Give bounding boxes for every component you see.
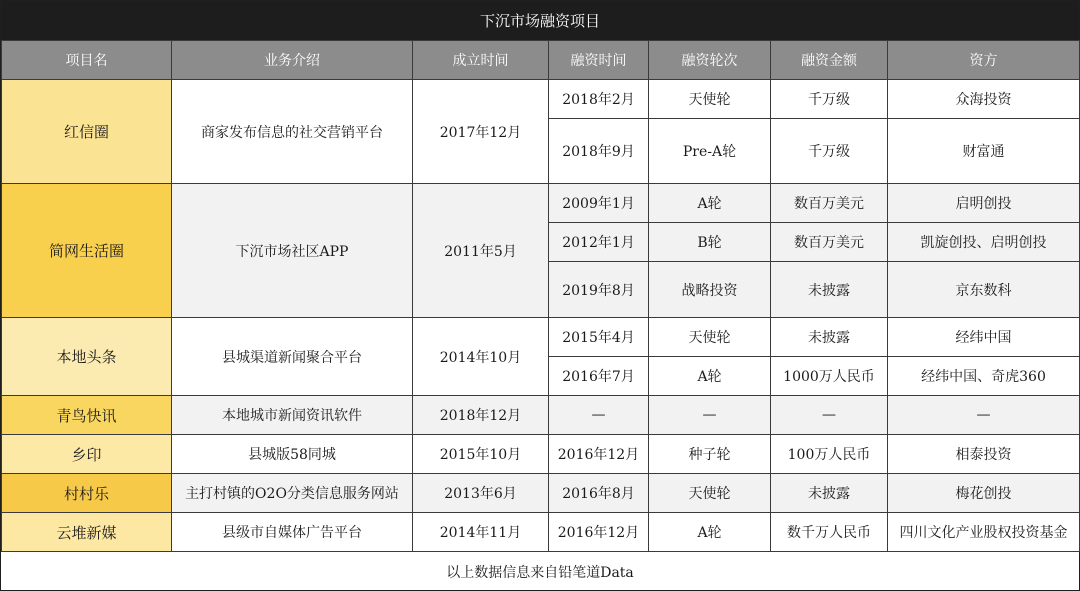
founded-date: 2013年6月 (413, 474, 549, 513)
funding-amount: — (771, 396, 888, 435)
funding-date: 2009年1月 (549, 184, 649, 223)
funding-date: 2015年4月 (549, 318, 649, 357)
table-title: 下沉市场融资项目 (1, 1, 1079, 40)
founded-date: 2015年10月 (413, 435, 549, 474)
business-intro: 本地城市新闻资讯软件 (172, 396, 413, 435)
funding-date: 2018年9月 (549, 119, 649, 184)
funding-amount: 数百万美元 (771, 184, 888, 223)
project-name: 云堆新媒 (2, 513, 172, 552)
funding-round: A轮 (649, 184, 771, 223)
project-name: 本地头条 (2, 318, 172, 396)
funding-amount: 千万级 (771, 80, 888, 119)
business-intro: 主打村镇的O2O分类信息服务网站 (172, 474, 413, 513)
funding-date: 2016年12月 (549, 513, 649, 552)
investor: 四川文化产业股权投资基金 (888, 513, 1080, 552)
funding-amount: 未披露 (771, 262, 888, 318)
funding-round: 天使轮 (649, 318, 771, 357)
project-name: 乡印 (2, 435, 172, 474)
funding-amount: 1000万人民币 (771, 357, 888, 396)
business-intro: 下沉市场社区APP (172, 184, 413, 318)
source-note: 以上数据信息来自铅笔道Data (1, 554, 1079, 590)
table-row (2, 435, 1080, 474)
funding-amount: 100万人民币 (771, 435, 888, 474)
funding-amount: 数千万人民币 (771, 513, 888, 552)
header-investor: 资方 (888, 41, 1080, 80)
funding-round: B轮 (649, 223, 771, 262)
funding-round: 天使轮 (649, 474, 771, 513)
header-business-intro: 业务介绍 (172, 41, 413, 80)
funding-amount: 千万级 (771, 119, 888, 184)
business-intro: 县级市自媒体广告平台 (172, 513, 413, 552)
header-funding-round: 融资轮次 (649, 41, 771, 80)
funding-date: 2018年2月 (549, 80, 649, 119)
founded-date: 2018年12月 (413, 396, 549, 435)
table-row (2, 474, 1080, 513)
project-name: 青鸟快讯 (2, 396, 172, 435)
investor: 相泰投资 (888, 435, 1080, 474)
funding-date: 2016年12月 (549, 435, 649, 474)
investor: 经纬中国 (888, 318, 1080, 357)
funding-round: 战略投资 (649, 262, 771, 318)
funding-round: 种子轮 (649, 435, 771, 474)
funding-date: 2019年8月 (549, 262, 649, 318)
header-project-name: 项目名 (2, 41, 172, 80)
business-intro: 县城版58同城 (172, 435, 413, 474)
funding-amount: 未披露 (771, 318, 888, 357)
header-funding-amount: 融资金额 (771, 41, 888, 80)
investor: 京东数科 (888, 262, 1080, 318)
table-row (2, 184, 1080, 223)
founded-date: 2014年10月 (413, 318, 549, 396)
funding-date: — (549, 396, 649, 435)
header-funding-date: 融资时间 (549, 41, 649, 80)
funding-round: A轮 (649, 513, 771, 552)
investor: 众海投资 (888, 80, 1080, 119)
investor: — (888, 396, 1080, 435)
table-row (2, 513, 1080, 552)
header-row (2, 41, 1080, 80)
business-intro: 商家发布信息的社交营销平台 (172, 80, 413, 184)
funding-amount: 未披露 (771, 474, 888, 513)
funding-round: — (649, 396, 771, 435)
founded-date: 2014年11月 (413, 513, 549, 552)
business-intro: 县城渠道新闻聚合平台 (172, 318, 413, 396)
table-row (2, 396, 1080, 435)
funding-round: Pre-A轮 (649, 119, 771, 184)
funding-date: 2016年8月 (549, 474, 649, 513)
header-founded: 成立时间 (413, 41, 549, 80)
funding-round: 天使轮 (649, 80, 771, 119)
funding-date: 2016年7月 (549, 357, 649, 396)
table-row (2, 80, 1080, 119)
funding-round: A轮 (649, 357, 771, 396)
funding-date: 2012年1月 (549, 223, 649, 262)
project-name: 红信圈 (2, 80, 172, 184)
funding-amount: 数百万美元 (771, 223, 888, 262)
investor: 经纬中国、奇虎360 (888, 357, 1080, 396)
project-name: 村村乐 (2, 474, 172, 513)
investor: 梅花创投 (888, 474, 1080, 513)
investor: 启明创投 (888, 184, 1080, 223)
project-name: 简网生活圈 (2, 184, 172, 318)
investor: 凯旋创投、启明创投 (888, 223, 1080, 262)
funding-table (1, 40, 1080, 552)
founded-date: 2017年12月 (413, 80, 549, 184)
founded-date: 2011年5月 (413, 184, 549, 318)
table-row (2, 318, 1080, 357)
investor: 财富通 (888, 119, 1080, 184)
